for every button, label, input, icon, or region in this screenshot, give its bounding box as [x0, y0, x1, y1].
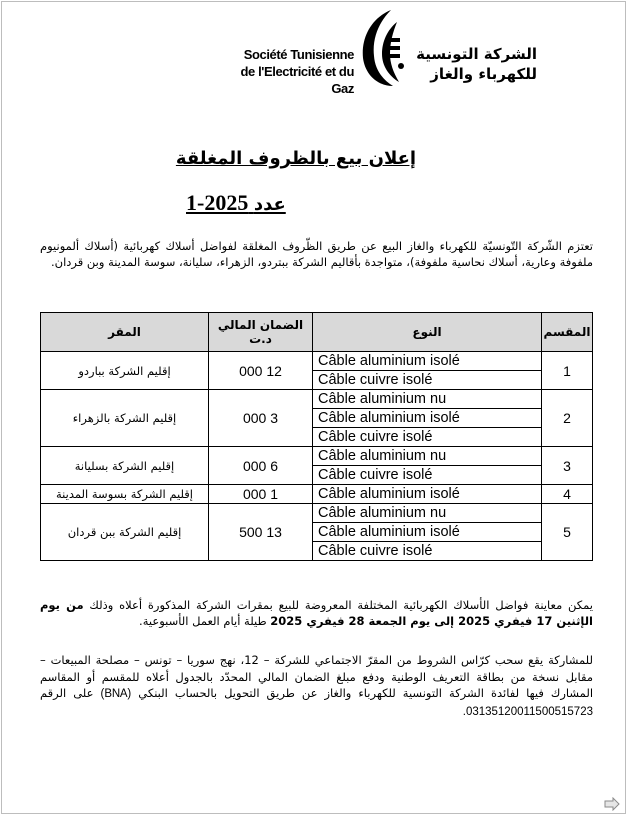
- lot-number: 3: [542, 447, 593, 485]
- company-name-ar-line2: للكهرباء والغاز: [430, 65, 537, 83]
- guarantee-amount: 13 500: [209, 504, 313, 561]
- announcement-number-value: 1-2025: [186, 190, 249, 215]
- table-row: [41, 485, 593, 504]
- company-name-ar: [411, 44, 537, 84]
- cable-type: Câble aluminium nu: [318, 505, 447, 521]
- intro-paragraph: تعتزم الشّركة التّونسيّة للكهرباء والغاز البيع عن طريق الظّروف المغلقة لفواضل أسلاك كهربائية (أسلاك ألمونيوم ملفوفة وعارية، أسلاك نحاسية ملفوفة)، متواجدة بأقاليم الشركة ببتردو، الزهراء، سليانة، سوسة المدينة وبن قردان.: [40, 239, 593, 269]
- visit-paragraph: [40, 598, 593, 629]
- lot-number: 1: [542, 352, 593, 390]
- lot-types: [313, 447, 542, 485]
- cable-type: Câble cuivre isolé: [313, 541, 541, 560]
- lot-number: 4: [542, 485, 593, 504]
- lots-table-body: [41, 352, 593, 561]
- lot-types: [313, 352, 542, 390]
- header-amount: [209, 313, 313, 352]
- header-site: المقر: [41, 313, 209, 352]
- guarantee-amount: 3 000: [209, 390, 313, 447]
- announcement-number: [186, 190, 316, 216]
- table-row: [41, 352, 593, 390]
- participation-text-2: على الرقم: [40, 686, 94, 700]
- guarantee-amount: 6 000: [209, 447, 313, 485]
- table-row: [41, 504, 593, 561]
- cable-type: Câble aluminium isolé: [313, 408, 541, 427]
- visit-text-3: طيلة أيام العمل الأسبوعية.: [139, 613, 267, 628]
- lot-types: [313, 390, 542, 447]
- cable-type: Câble aluminium nu: [318, 391, 447, 407]
- cable-type: Câble aluminium nu: [318, 448, 447, 464]
- announcement-number-label: عدد: [253, 194, 286, 215]
- cable-type: Câble aluminium isolé: [318, 353, 460, 369]
- steg-logo-icon: [357, 8, 409, 88]
- participation-paragraph: [40, 652, 593, 720]
- header-amount-line2: د.ت: [249, 332, 272, 346]
- announcement-title: إعلان بيع بالظروف المغلقة: [175, 148, 417, 169]
- lot-site: إقليم الشركة بسوسة المدينة: [41, 485, 209, 504]
- lot-types: [313, 504, 542, 561]
- company-name-ar-line1: الشركة التونسية: [416, 45, 537, 63]
- lot-site: إقليم الشركة بالزهراء: [41, 390, 209, 447]
- lots-table: [40, 312, 593, 561]
- cable-type: Câble aluminium isolé: [313, 522, 541, 541]
- header-lot: المقسم: [542, 313, 593, 352]
- cable-type: Câble cuivre isolé: [313, 427, 541, 446]
- lot-site: إقليم الشركة ببن قردان: [41, 504, 209, 561]
- lot-number: 2: [542, 390, 593, 447]
- lot-types: [313, 485, 542, 504]
- guarantee-amount: 12 000: [209, 352, 313, 390]
- bank-account-number: 03135120011500515723.: [462, 705, 593, 718]
- next-page-arrow-icon[interactable]: [604, 797, 620, 811]
- visit-dates: من يوم الإثنين 17 فيفري 2025 إلى يوم الجمعة 28 فيفري 2025: [40, 598, 593, 628]
- cable-type: Câble aluminium isolé: [318, 486, 460, 502]
- table-row: [41, 447, 593, 485]
- bank-name: (BNA): [100, 688, 132, 700]
- lot-site: إقليم الشركة بسليانة: [41, 447, 209, 485]
- participation-text-1: للمشاركة يقع سحب كرّاس الشروط من المقرّ الاجتماعي للشركة – 12، نهج سوريا – تونس – مصلحة المبيعات – مقابل نسخة من بطاقة التعريف الوطنية ودفع مبلغ الضمان المالي المحدّد بالجدول أعلاه للمقسم أو المقاسم المشارك فيها لفائدة الشركة التونسية للكهرباء والغاز عن طريق التحويل بالحساب البنكي: [40, 653, 594, 700]
- guarantee-amount: 1 000: [209, 485, 313, 504]
- header-amount-line1: الضمان المالي: [217, 318, 304, 332]
- company-name-fr-line1: Société Tunisienne: [243, 47, 354, 62]
- table-row: [41, 390, 593, 447]
- cable-type: Câble cuivre isolé: [313, 465, 541, 484]
- table-header-row: [41, 313, 593, 352]
- lot-number: 5: [542, 504, 593, 561]
- company-name-fr: [226, 46, 354, 97]
- header-type: النوع: [313, 313, 542, 352]
- visit-text-1: يمكن معاينة فواضل الأسلاك الكهربائية المختلفة المعروضة للبيع بمقرات الشركة المذكورة أعلاه وذلك: [89, 598, 593, 612]
- company-name-fr-line2: de l'Electricité et du Gaz: [240, 64, 354, 96]
- cable-type: Câble cuivre isolé: [313, 370, 541, 389]
- lot-site: إقليم الشركة بباردو: [41, 352, 209, 390]
